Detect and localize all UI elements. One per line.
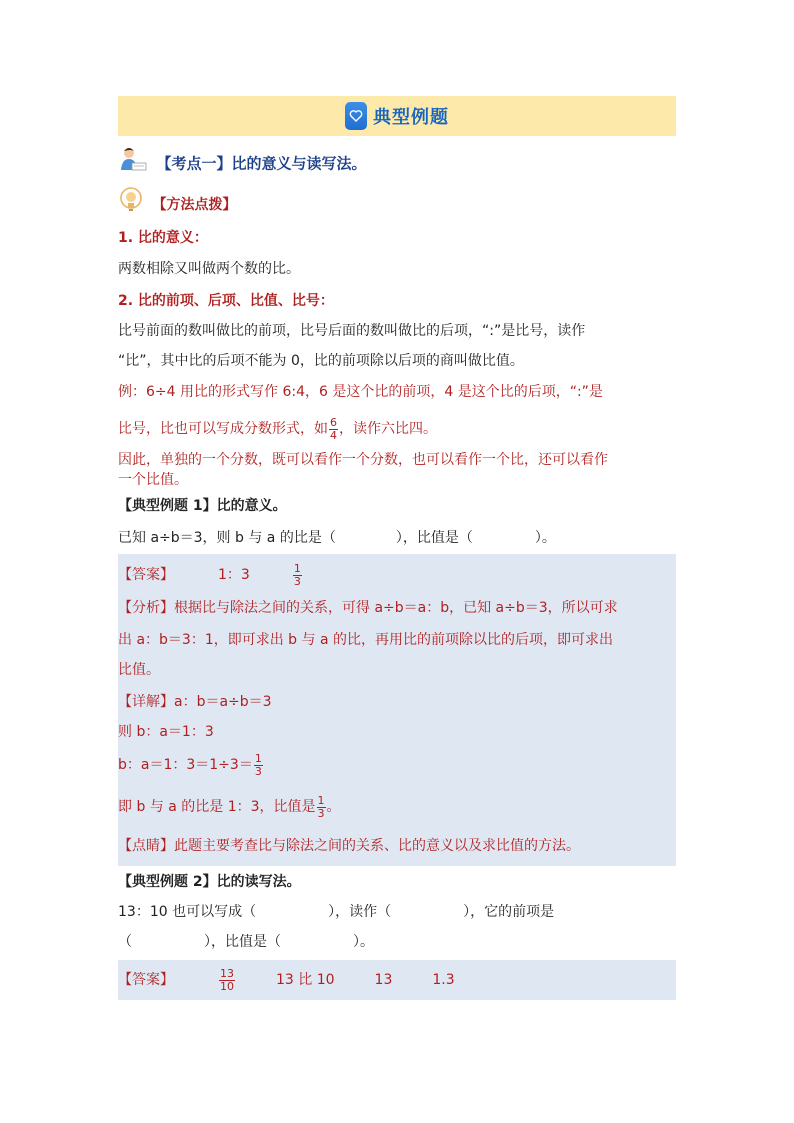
s1-heading: 1. 比的意义：	[118, 230, 208, 246]
ex2-answer3: 13	[374, 972, 393, 988]
ex1-answer-box	[118, 554, 676, 866]
ex1-answer-label: 【答案】	[118, 567, 174, 583]
example-fraction	[329, 417, 338, 442]
ex1-detail3-text: b：a＝1：3＝1÷3＝	[118, 757, 253, 773]
banner-title: 典型例题	[373, 107, 449, 128]
ex2-answer-row	[118, 965, 676, 995]
fraction-numerator: 13	[220, 966, 234, 980]
ex2-title: 【典型例题 2】比的读写法。	[118, 874, 301, 890]
ex1-title: 【典型例题 1】比的意义。	[118, 498, 287, 514]
ex1-detail2: 则 b：a＝1：3	[118, 724, 214, 740]
ex1-question-part3: ）。	[534, 530, 556, 546]
ex1-question-part2: ），比值是（	[395, 530, 473, 546]
ex2-answer-label: 【答案】	[118, 972, 174, 988]
ex2-answer-box	[118, 960, 676, 1000]
ex2-q2-part2: ），比值是（	[204, 934, 281, 950]
ex2-question-line1	[118, 902, 676, 922]
ex2-q2-part1: （	[118, 934, 132, 950]
ex2-answer4: 1.3	[432, 972, 455, 988]
fraction-denominator: 3	[293, 574, 301, 588]
s2-line1: 比号前面的数叫做比的前项，比号后面的数叫做比的后项，“:”是比号，读作	[118, 323, 586, 339]
heart-book-icon	[345, 102, 367, 130]
section-banner	[118, 96, 676, 136]
fraction-numerator: 1	[254, 751, 262, 765]
fraction-numerator: 1	[293, 561, 301, 575]
s2-conclusion-line1: 因此，单独的一个分数，既可以看作一个分数，也可以看作一个比，还可以看作	[118, 452, 608, 468]
ex1-detail4-fraction	[317, 795, 326, 820]
ex1-detail1: 【详解】a：b＝a÷b＝3	[118, 694, 272, 710]
lightbulb-icon	[118, 186, 144, 224]
ex1-detail3-fraction	[254, 753, 263, 778]
ex1-analysis2: 出 a：b＝3：1，即可求出 b 与 a 的比，再用比的前项除以比的后项，即可求出	[118, 632, 613, 648]
ex1-answer1: 1：3	[218, 567, 250, 583]
ex2-question-line2	[118, 932, 676, 952]
s2-example-line2a: 比号，比也可以写成分数形式，如	[118, 421, 328, 437]
kaodian-title: 【考点一】比的意义与读写法。	[156, 154, 367, 173]
ex1-detail3	[118, 750, 676, 780]
fraction-numerator: 1	[317, 793, 325, 807]
s2-example-line1: 例：6÷4 用比的形式写作 6:4，6 是这个比的前项，4 是这个比的后项，“:”是	[118, 384, 603, 400]
ex1-detail4-text: 即 b 与 a 的比是 1：3，比值是	[118, 799, 316, 815]
method-header	[118, 186, 676, 214]
ex1-question-part1: 已知 a÷b＝3，则 b 与 a 的比是（	[118, 530, 336, 546]
ex2-answer1-fraction	[219, 968, 235, 993]
ex1-answer2-fraction	[293, 563, 302, 588]
s1-text: 两数相除又叫做两个数的比。	[118, 261, 300, 277]
s2-heading: 2. 比的前项、后项、比值、比号：	[118, 293, 334, 309]
fraction-denominator: 3	[317, 806, 325, 820]
ex1-detail4	[118, 792, 676, 822]
ex1-answer-row	[118, 560, 676, 590]
ex2-q1-part1: 13：10 也可以写成（	[118, 904, 257, 920]
fraction-denominator: 10	[220, 979, 234, 993]
ex1-analysis3: 比值。	[118, 662, 160, 678]
fraction-denominator: 4	[330, 428, 337, 442]
method-title: 【方法点拨】	[152, 197, 237, 213]
ex1-analysis1: 【分析】根据比与除法之间的关系，可得 a÷b＝a：b，已知 a÷b＝3，所以可求	[118, 600, 618, 616]
ex2-q2-part3: ）。	[353, 934, 374, 950]
ex1-question	[118, 528, 676, 548]
fraction-numerator: 6	[330, 415, 337, 429]
s2-conclusion-line2: 一个比值。	[118, 472, 188, 488]
student-icon	[118, 146, 148, 181]
kaodian-header	[118, 146, 676, 172]
ex1-point: 【点睛】此题主要考查比与除法之间的关系、比的意义以及求比值的方法。	[118, 838, 580, 854]
ex2-q1-part3: ），它的前项是	[463, 904, 555, 920]
s2-example-line2	[118, 414, 676, 444]
ex1-detail4-end: 。	[326, 799, 341, 815]
s2-example-line2b: ，读作六比四。	[339, 421, 437, 437]
ex2-answer2: 13 比 10	[276, 972, 335, 988]
fraction-denominator: 3	[254, 764, 262, 778]
s2-line2: “比”，其中比的后项不能为 0，比的前项除以后项的商叫做比值。	[118, 353, 524, 369]
ex2-q1-part2: ），读作（	[328, 904, 392, 920]
page	[118, 96, 676, 993]
